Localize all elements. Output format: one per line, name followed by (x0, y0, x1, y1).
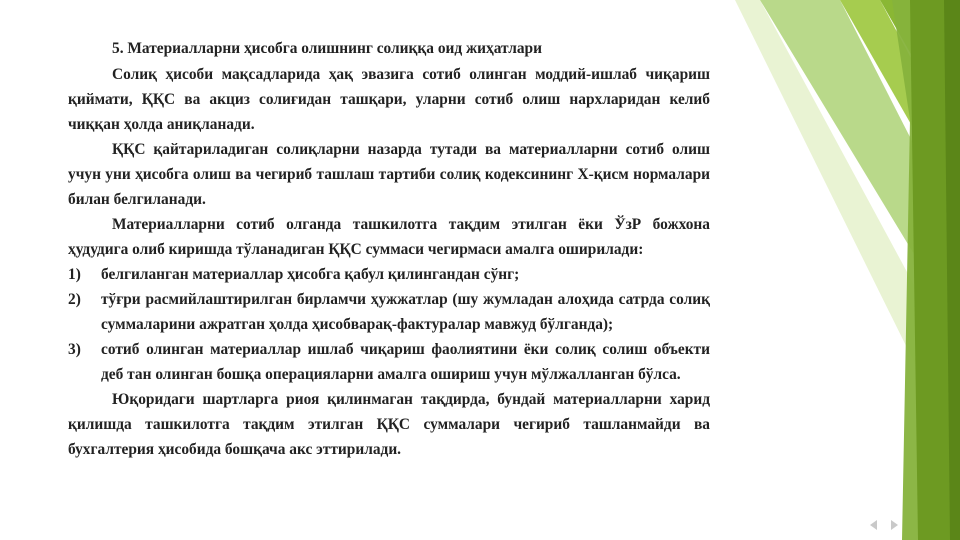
list-text: сотиб олинган материаллар ишлаб чиқариш фаолиятини ёки солиқ солиш объекти деб тан олинган бошқа операцияларни амалга ошириш учун мўлжалланган бўлса. (101, 341, 710, 383)
paragraph: Солиқ ҳисоби мақсадларида ҳақ эвазига сотиб олинган моддий-ишлаб чиқариш қиймати, ҚҚС ва акциз солиғидан ташқари, уларни сотиб олиш нархларидан келиб чиққан ҳолда аниқланади. (68, 66, 710, 133)
list-text: белгиланган материаллар ҳисобга қабул қилингандан сўнг; (101, 266, 520, 283)
list-text: тўғри расмийлаштирилган бирламчи ҳужжатлар (шу жумладан алоҳида сатрда солиқ суммаларини ажратган ҳолда ҳисобварақ-фактуралар мавжуд бўлганда); (101, 291, 710, 333)
list-item (68, 262, 710, 287)
closing-paragraph: Юқоридаги шартларга риоя қилинмаган тақдирда, бундай материалларни харид қилишда ташкилотга тақдим этилган ҚҚС суммалари чегириб ташланмайди ва бухгалтерия ҳисобида бошқача акс эттирилади. (68, 391, 710, 458)
list-number: 1) (68, 266, 81, 283)
next-slide-icon[interactable] (891, 520, 898, 530)
list-number: 2) (68, 291, 81, 308)
section-heading: 5. Материалларни ҳисобга олишнинг солиққа оид жиҳатлари (112, 40, 542, 57)
list-number: 3) (68, 341, 81, 358)
list-item (68, 287, 710, 337)
slide-navigation (870, 520, 898, 530)
paragraph: ҚҚС қайтариладиган солиқларни назарда тутади ва материалларни сотиб олиш учун уни ҳисобга олиш ва чегириб ташлаш тартиби солиқ кодексининг X-қисм нормалари билан белгиланади. (68, 141, 710, 208)
slide-body (68, 36, 710, 462)
list-item (68, 337, 710, 387)
previous-slide-icon[interactable] (870, 520, 877, 530)
paragraph: Материалларни сотиб олганда ташкилотга тақдим этилган ёки ЎзР божхона ҳудудига олиб киришда тўланадиган ҚҚС суммаси чегирмаси амалга оширилади: (68, 216, 710, 258)
